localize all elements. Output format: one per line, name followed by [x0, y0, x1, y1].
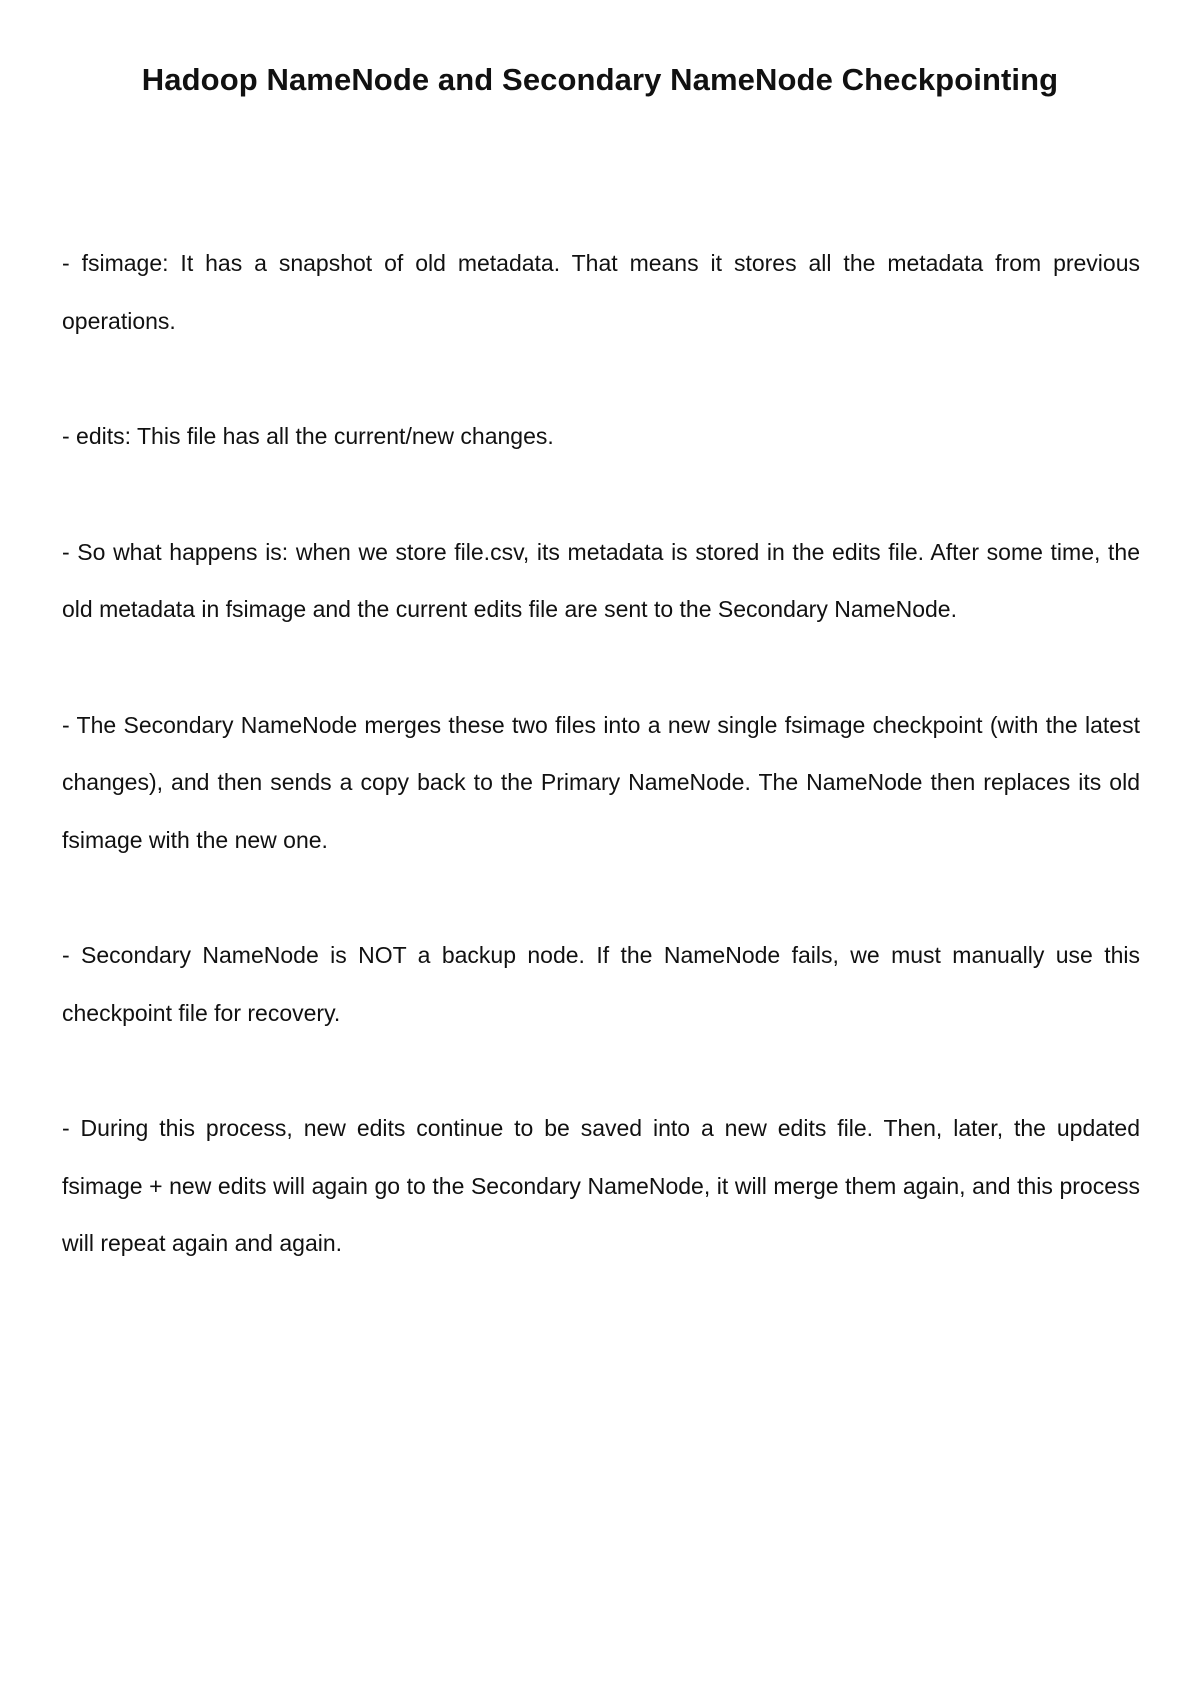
paragraph-process: - So what happens is: when we store file.csv, its metadata is stored in the edits file. After some time, the old metadata in fsimage and the current edits file are sent to the Secondary NameNode. [62, 538, 1140, 622]
paragraph-fsimage: - fsimage: It has a snapshot of old metadata. That means it stores all the metadata from previous operations. [62, 250, 1140, 334]
paragraph-edits: - edits: This file has all the current/new changes. [62, 423, 554, 449]
document-title: Hadoop NameNode and Secondary NameNode Checkpointing [141, 62, 1059, 97]
paragraph-merge: - The Secondary NameNode merges these two files into a new single fsimage checkpoint (with the latest changes), and then sends a copy back to the Primary NameNode. The NameNode then replaces its old fsimage with the new one. [62, 711, 1140, 853]
paragraph-repeat: - During this process, new edits continue to be saved into a new edits file. Then, later, the updated fsimage + new edits will again go to the Secondary NameNode, it will merge them again, and this process will repeat again and again. [62, 1115, 1140, 1256]
document-body [62, 235, 1140, 1273]
paragraph-not-backup: - Secondary NameNode is NOT a backup node. If the NameNode fails, we must manually use this checkpoint file for recovery. [62, 942, 1140, 1026]
